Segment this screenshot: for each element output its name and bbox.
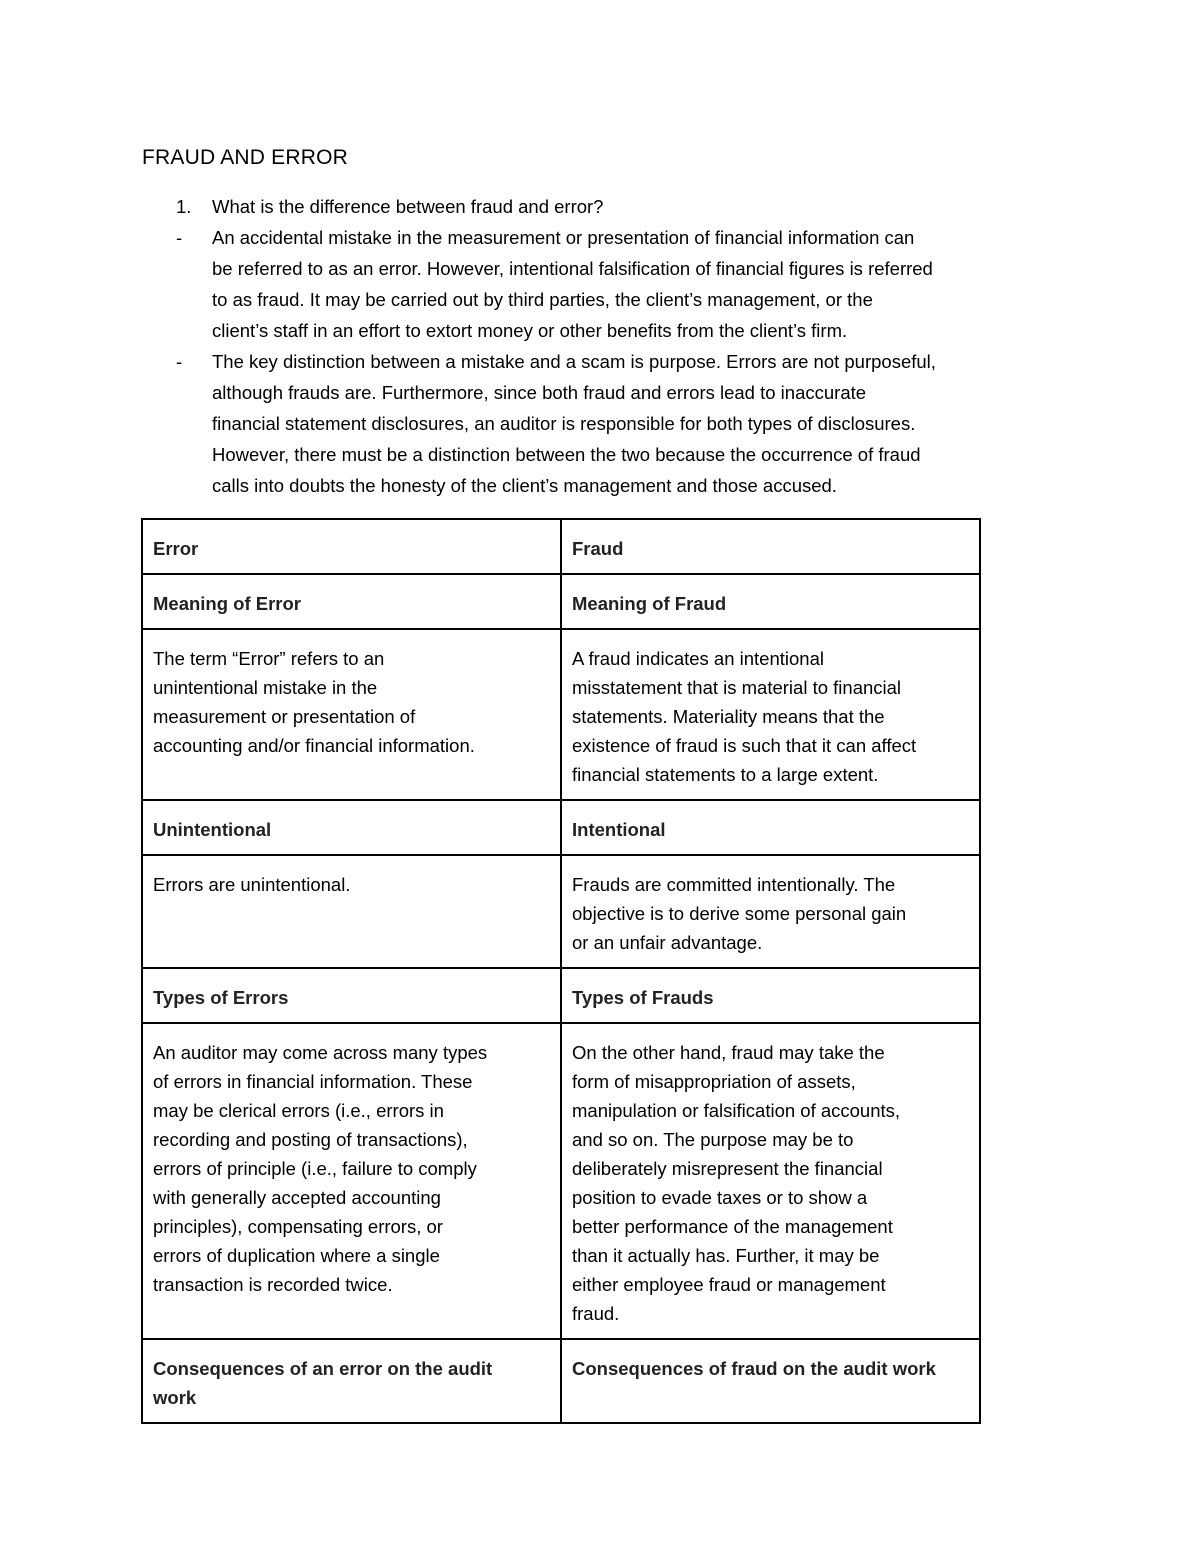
cell-line: unintentional mistake in the	[153, 677, 378, 698]
bullet-paragraph	[176, 227, 1076, 351]
cell-line: with generally accepted accounting	[153, 1187, 441, 1208]
error-cell	[142, 855, 561, 968]
cell-line: Meaning of Error	[153, 593, 302, 614]
cell-line: On the other hand, fraud may take the	[572, 1042, 885, 1063]
cell-line: Frauds are committed intentionally. The	[572, 874, 896, 895]
cell-line: work	[153, 1387, 197, 1408]
cell-line: and so on. The purpose may be to	[572, 1129, 854, 1150]
cell-line: recording and posting of transactions),	[153, 1129, 468, 1150]
table-row	[142, 855, 980, 968]
table-header-row	[142, 968, 980, 1023]
fraud-cell	[561, 968, 980, 1023]
cell-line: either employee fraud or management	[572, 1274, 886, 1295]
cell-line: Consequences of an error on the audit	[153, 1358, 493, 1379]
fraud-cell	[561, 800, 980, 855]
fraud-cell	[561, 1023, 980, 1339]
cell-line: Intentional	[572, 819, 666, 840]
error-cell	[142, 1023, 561, 1339]
cell-line: statements. Materiality means that the	[572, 706, 885, 727]
cell-line: errors of duplication where a single	[153, 1245, 440, 1266]
cell-line: manipulation or falsification of accounts,	[572, 1100, 901, 1121]
cell-line: A fraud indicates an intentional	[572, 648, 824, 669]
cell-line: Fraud	[572, 538, 624, 559]
cell-line: An auditor may come across many types	[153, 1042, 488, 1063]
cell-line: fraud.	[572, 1303, 620, 1324]
fraud-cell	[561, 629, 980, 800]
document-title: FRAUD AND ERROR	[142, 146, 349, 169]
table-header-row	[142, 800, 980, 855]
cell-line: of errors in financial information. These	[153, 1071, 473, 1092]
fraud-cell	[561, 855, 980, 968]
cell-line: better performance of the management	[572, 1216, 893, 1237]
fraud-cell	[561, 1339, 980, 1423]
fraud-cell	[561, 519, 980, 574]
question-text: What is the difference between fraud and error?	[212, 196, 604, 217]
error-cell	[142, 800, 561, 855]
cell-line: misstatement that is material to financial	[572, 677, 902, 698]
cell-line: financial statements to a large extent.	[572, 764, 879, 785]
cell-line: form of misappropriation of assets,	[572, 1071, 856, 1092]
fraud-cell	[561, 574, 980, 629]
cell-line: Meaning of Fraud	[572, 593, 727, 614]
dash-marker: -	[176, 227, 183, 248]
cell-line: Unintentional	[153, 819, 272, 840]
paragraph-line: The key distinction between a mistake and a scam is purpose. Errors are not purposeful,	[212, 351, 936, 372]
dash-marker: -	[176, 351, 183, 372]
cell-line: deliberately misrepresent the financial	[572, 1158, 883, 1179]
table-header-row	[142, 519, 980, 574]
error-cell	[142, 574, 561, 629]
paragraph-line: An accidental mistake in the measurement or presentation of financial information can	[212, 227, 915, 248]
paragraph-line: although frauds are. Furthermore, since both fraud and errors lead to inaccurate	[212, 382, 867, 403]
cell-line: may be clerical errors (i.e., errors in	[153, 1100, 444, 1121]
cell-line: Types of Errors	[153, 987, 289, 1008]
bullet-paragraph	[176, 351, 1076, 506]
cell-line: position to evade taxes or to show a	[572, 1187, 868, 1208]
cell-line: objective is to derive some personal gain	[572, 903, 907, 924]
paragraph-line: However, there must be a distinction between the two because the occurrence of fraud	[212, 444, 921, 465]
paragraph-line: be referred to as an error. However, intentional falsification of financial figures is referred	[212, 258, 933, 279]
table-header-row	[142, 574, 980, 629]
paragraph-line: to as fraud. It may be carried out by third parties, the client’s management, or the	[212, 289, 873, 310]
cell-line: existence of fraud is such that it can affect	[572, 735, 917, 756]
error-cell	[142, 629, 561, 800]
error-cell	[142, 968, 561, 1023]
cell-line: accounting and/or financial information.	[153, 735, 475, 756]
error-cell	[142, 519, 561, 574]
table-row	[142, 629, 980, 800]
paragraph-line: financial statement disclosures, an auditor is responsible for both types of disclosures.	[212, 413, 916, 434]
paragraph-line: client’s staff in an effort to extort money or other benefits from the client’s firm.	[212, 320, 848, 341]
cell-line: Errors are unintentional.	[153, 874, 351, 895]
error-cell	[142, 1339, 561, 1423]
table-row	[142, 1023, 980, 1339]
question-number: 1.	[176, 196, 192, 217]
paragraph-line: calls into doubts the honesty of the client’s management and those accused.	[212, 475, 837, 496]
cell-line: The term “Error” refers to an	[153, 648, 385, 669]
cell-line: Types of Frauds	[572, 987, 714, 1008]
cell-line: Error	[153, 538, 199, 559]
cell-line: than it actually has. Further, it may be	[572, 1245, 880, 1266]
cell-line: Consequences of fraud on the audit work	[572, 1358, 936, 1379]
cell-line: measurement or presentation of	[153, 706, 416, 727]
cell-line: principles), compensating errors, or	[153, 1216, 443, 1237]
fraud-vs-error-table	[141, 518, 981, 1424]
cell-line: or an unfair advantage.	[572, 932, 763, 953]
cell-line: transaction is recorded twice.	[153, 1274, 393, 1295]
question-1	[176, 196, 976, 220]
table-header-row	[142, 1339, 980, 1423]
cell-line: errors of principle (i.e., failure to comply	[153, 1158, 477, 1179]
